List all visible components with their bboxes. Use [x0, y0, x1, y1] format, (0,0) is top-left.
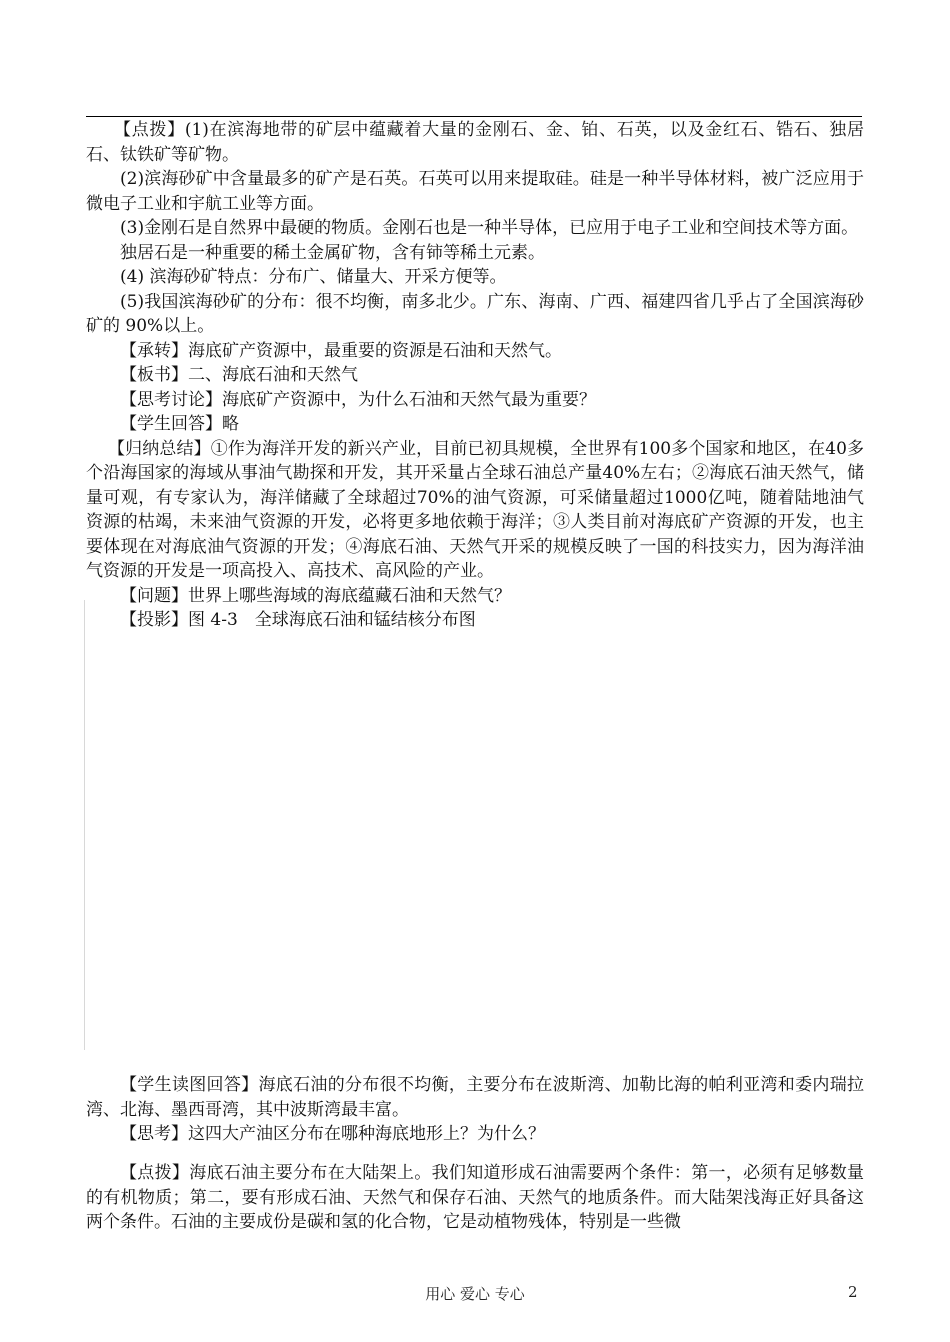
page-number: 2: [848, 1283, 858, 1301]
paragraph: 【学生回答】略: [120, 414, 239, 434]
figure-placeholder: [84, 600, 89, 1050]
paragraph: 【思考讨论】海底矿产资源中，为什么石油和天然气最为重要？: [120, 389, 596, 410]
paragraph: 【点拨】海底石油主要分布在大陆架上。我们知道形成石油需要两个条件：第一，必须有足够数量的有机物质；第二，要有形成石油、天然气和保存石油、天然气的地质条件。而大陆架浅海正好具备这两个条件。石油的主要成份是碳和氢的化合物，它是动植物残体，特别是一些微: [86, 1163, 864, 1232]
figure-caption: 【投影】图 4-3 全球海底石油和锰结核分布图: [120, 610, 476, 630]
paragraph: (4) 滨海砂矿特点：分布广、储量大、开采方便等。: [120, 267, 507, 287]
text-block-top: [86, 118, 864, 633]
footer-motto: 用心 爱心 专心: [425, 1285, 525, 1303]
paragraph: 【板书】二、海底石油和天然气: [120, 365, 358, 385]
paragraph: (3)金刚石是自然界中最硬的物质。金刚石也是一种半导体，已应用于电子工业和空间技术等方面。: [120, 218, 859, 238]
text-block-mid: [86, 1073, 864, 1147]
paragraph: (5)我国滨海砂矿的分布：很不均衡，南多北少。广东、海南、广西、福建四省几乎占了全国滨海砂矿的 90%以上。: [86, 291, 864, 336]
paragraph: 【承转】海底矿产资源中，最重要的资源是石油和天然气。: [120, 340, 562, 361]
paragraph: 【问题】世界上哪些海域的海底蕴藏石油和天然气？: [120, 585, 511, 606]
paragraph: 【点拨】(1)在滨海地带的矿层中蕴藏着大量的金刚石、金、铂、石英，以及金红石、锆石、独居石、钛铁矿等矿物。: [86, 120, 864, 165]
paragraph: 独居石是一种重要的稀土金属矿物，含有铈等稀土元素。: [120, 242, 545, 263]
paragraph: (2)滨海砂矿中含量最多的矿产是石英。石英可以用来提取硅。硅是一种半导体材料，被广泛应用于微电子工业和宇航工业等方面。: [86, 169, 864, 214]
text-block-bottom: [86, 1161, 864, 1235]
paragraph: 【思考】这四大产油区分布在哪种海底地形上？为什么？: [120, 1124, 545, 1144]
paragraph: 【学生读图回答】海底石油的分布很不均衡，主要分布在波斯湾、加勒比海的帕利亚湾和委内瑞拉湾、北海、墨西哥湾，其中波斯湾最丰富。: [86, 1075, 864, 1120]
header-rule: [86, 116, 862, 117]
paragraph: 【归纳总结】①作为海洋开发的新兴产业，目前已初具规模，全世界有100多个国家和地区，在40多个沿海国家的海域从事油气勘探和开发，其开采量占全球石油总产量40%左右；②海底石油天然气，储量可观，有专家认为，海洋储藏了全球超过70%的油气资源，可采储量超过1000亿吨，随着陆地油气资源的枯竭，未来油气资源的开发，必将更多地依赖于海洋；③人类目前对海底矿产资源的开发，也主要体现在对海底油气资源的开发；④海底石油、天然气开采的规模反映了一国的科技实力，因为海洋油气资源的开发是一项高投入、高技术、高风险的产业。: [86, 438, 864, 581]
